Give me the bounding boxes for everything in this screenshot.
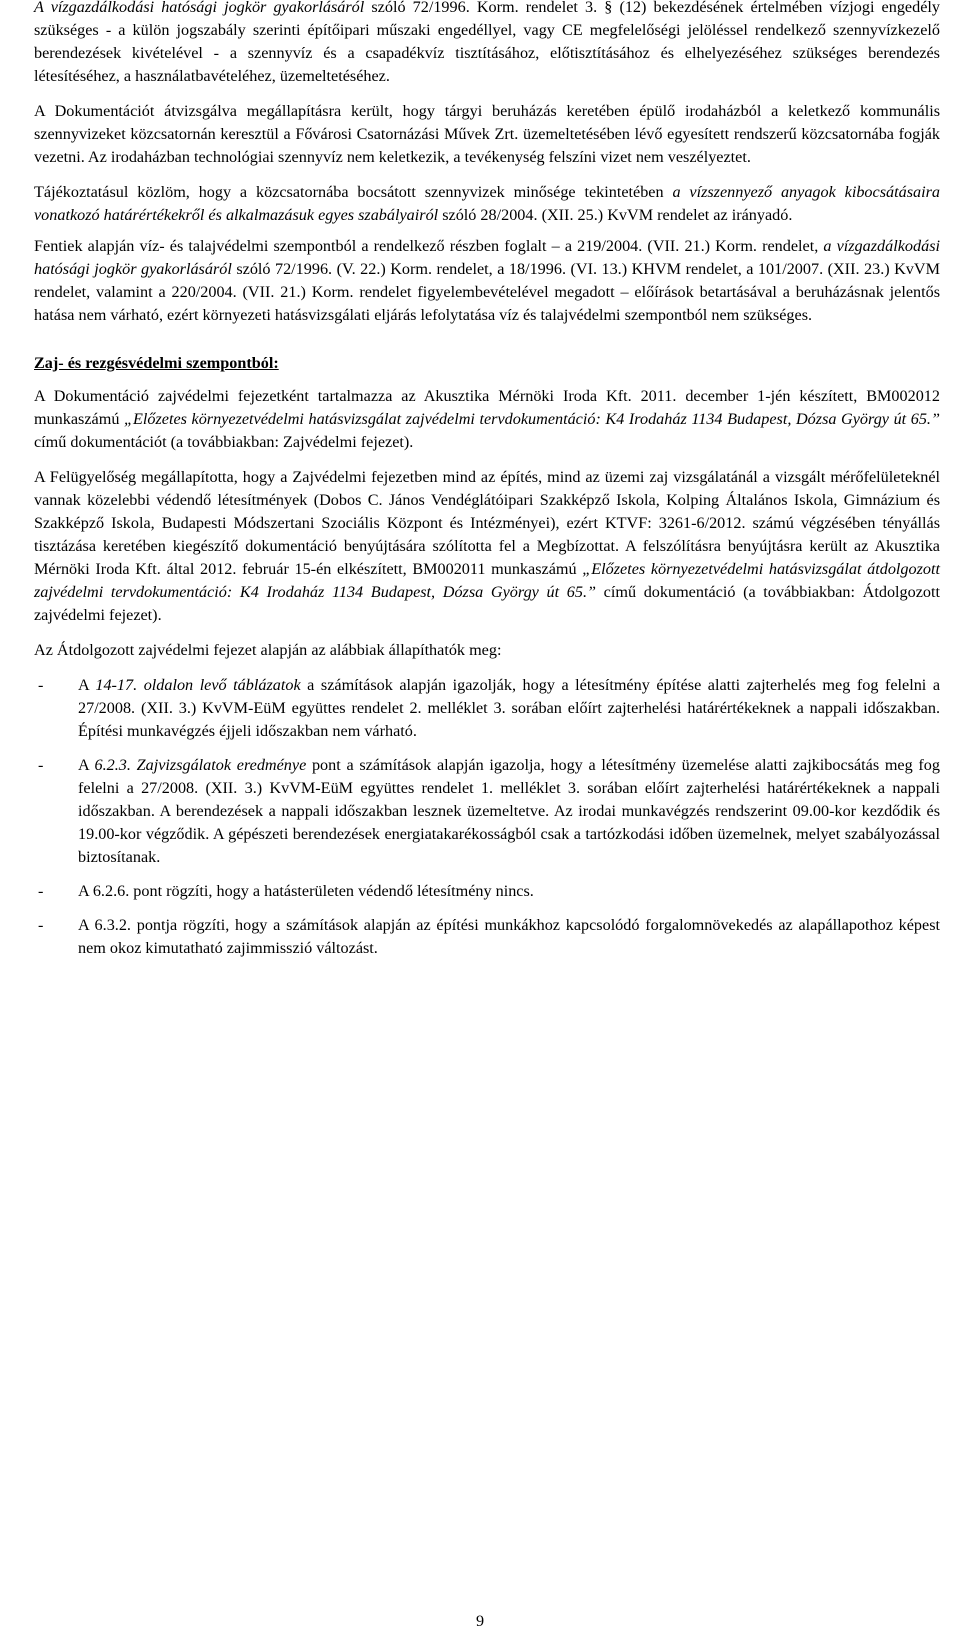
law-title-italic: A vízgazdálkodási hatósági jogkör gyakorlásáról (34, 0, 365, 16)
list-item (34, 880, 940, 903)
list-item (34, 674, 940, 743)
paragraph-szennyviz-elvezetes: A Dokumentációt átvizsgálva megállapításra került, hogy tárgyi beruházás keretében épülő irodaházból a keletkező kommunális szennyvizeket közcsatornán keresztül a Fővárosi Csatornázási Művek Zrt. üzemeltetésében lévő egyesített rendszerű közcsatornába fogják vezetni. Az irodaházban technológiai szennyvíz nem keletkezik, a tevékenység felszíni vizet nem veszélyeztet. (34, 102, 940, 166)
paragraph-text: című dokumentáció (a továbbiakban: Átdolgozott zajvédelmi fejezet). (34, 583, 941, 624)
document-title-italic: „Előzetes környezetvédelmi hatásvizsgálat zajvédelmi tervdokumentáció: K4 Irodaház 1134 Budapest, Dózsa György út 65.” (124, 410, 940, 428)
list-item-italic: 14-17. oldalon levő táblázatok (95, 676, 301, 694)
list-dash: - (38, 916, 44, 934)
list-item-text: A (78, 756, 95, 774)
paragraph-tajekoztatas (34, 181, 940, 227)
list-dash: - (38, 676, 44, 694)
list-item-text: pont a számítások alapján igazolja, hogy a létesítmény üzemelése alatti zajkibocsátás meg fog felelni a 27/2008. (XII. 3.) KvVM-EüM együttes rendelet 1. melléklet 3. sorában előírt zajterhelési határértékeknek a nappali időszakban. A berendezések a nappali időszakban lesznek üzemeltetve. Az irodai munkavégzés rendszerint 09.00-kor kezdődik és 19.00-kor végződik. A gépészeti berendezések energiatakarékosságból csak a tartózkodási időben üzemelnek, melyet szabályozással biztosítanak. (78, 756, 940, 866)
list-item-text: A (78, 676, 96, 694)
paragraph-zajvedelmi-fejezet (34, 385, 940, 454)
paragraph-vizjogi-engedely (34, 0, 940, 88)
paragraph-text: A Felügyelőség megállapította, hogy a Zajvédelmi fejezetben mind az építés, mind az üzemi zaj vizsgálatánál a vizsgált mérőfelületeknél vannak közelebbi védendő létesítmények (Dobos C. János Vendéglátóipari Szakképző Iskola, Kolping Általános Iskola, Gimnázium és Szakképző Iskola, Budapesti Módszertani Szociális Központ és Intézményei), ezért KTVF: 3261-6/2012. számú végzésében tényállás tisztázása keretében kiegészítő dokumentáció benyújtására szólította fel a Megbízottat. A felszólításra benyújtásra került az Akusztika Mérnöki Iroda Kft. által 2012. február 15-én elkészített, BM002011 munkaszámú (34, 468, 940, 578)
paragraph-fentiek-alapjan (34, 235, 940, 327)
list-item-text: A 6.2.6. pont rögzíti, hogy a hatásterületen védendő létesítmény nincs. (78, 882, 534, 900)
paragraph-text: című dokumentációt (a továbbiakban: Zajvédelmi fejezet). (34, 433, 414, 451)
findings-list (34, 674, 940, 960)
law-title-italic: a vízszennyező anyagok kibocsátásaira vonatkozó határértékekről és alkalmazásuk egyes szabályairól (34, 183, 940, 224)
paragraph-text: Tájékoztatásul közlöm, hogy a közcsatornába bocsátott szennyvizek minősége tekintetében (34, 183, 673, 201)
document-title-italic: „Előzetes környezetvédelmi hatásvizsgálat átdolgozott zajvédelmi tervdokumentáció: K4 Irodaház 1134 Budapest, Dózsa György út 65.” (34, 560, 941, 601)
law-title-italic: a vízgazdálkodási hatósági jogkör gyakorlásáról (34, 237, 940, 278)
paragraph-text: szóló 28/2004. (XII. 25.) KvVM rendelet az irányadó. (438, 206, 793, 224)
paragraph-text: Fentiek alapján víz- és talajvédelmi szempontból a rendelkező részben foglalt – a 219/2004. (VII. 21.) Korm. rendelet, (34, 237, 824, 255)
list-dash: - (38, 756, 44, 774)
section-heading-zaj-rezges: Zaj- és rezgésvédelmi szempontból: (34, 354, 279, 372)
paragraph-text: szóló 72/1996. (V. 22.) Korm. rendelet, a 18/1996. (VI. 13.) KHVM rendelet, a 101/2007. (XII. 23.) KvVM rendelet, valamint a 220/2004. (VII. 21.) Korm. rendelet figyelembevételével megadott – előírások betartásával a beruházásnak jelentős hatása nem várható, ezért környezeti hatásvizsgálati eljárás lefolytatása víz és talajvédelmi szempontból nem szükséges. (34, 260, 940, 324)
list-item-italic: 6.2.3. Zajvizsgálatok eredménye (94, 756, 307, 774)
paragraph-text: szóló 72/1996. Korm. rendelet 3. § (12) bekezdésének értelmében vízjogi engedély szükséges - a külön jogszabály szerinti építőipari műszaki engedéllyel, vagy CE megfelelőségi jelöléssel rendelkező szennyvízkezelő berendezések kivételével - a szennyvíz és a csapadékvíz tisztításához, előtisztításához és elhelyezéséhez szükséges berendezés létesítéséhez, a használatbavételéhez, üzemeltetéséhez. (34, 0, 940, 85)
page-body (34, 0, 940, 971)
paragraph-felugyeloseg (34, 466, 940, 627)
page-number: 9 (475, 1612, 485, 1630)
list-item-text: a számítások alapján igazolják, hogy a létesítmény építése alatti zajterhelés meg fog felelni a 27/2008. (XII. 3.) KvVM-EüM együttes rendelet 2. melléklet 3. sorában előírt zajterhelési határértékeknek a nappali időszakban. Építési munkavégzés éjjeli időszakban nem várható. (78, 676, 941, 740)
paragraph-text: A Dokumentáció zajvédelmi fejezetként tartalmazza az Akusztika Mérnöki Iroda Kft. 2011. december 1-jén készített, BM002012 munkaszámú (34, 387, 940, 428)
list-item (34, 914, 940, 960)
list-dash: - (38, 882, 44, 900)
list-item (34, 754, 940, 869)
list-item-text: A 6.3.2. pontja rögzíti, hogy a számítások alapján az építési munkákhoz kapcsolódó forgalomnövekedés az alapállapothoz képest nem okoz kimutatható zajimmisszió változást. (78, 916, 940, 957)
paragraph-atdolgozott-intro: Az Átdolgozott zajvédelmi fejezet alapján az alábbiak állapíthatók meg: (34, 641, 502, 659)
